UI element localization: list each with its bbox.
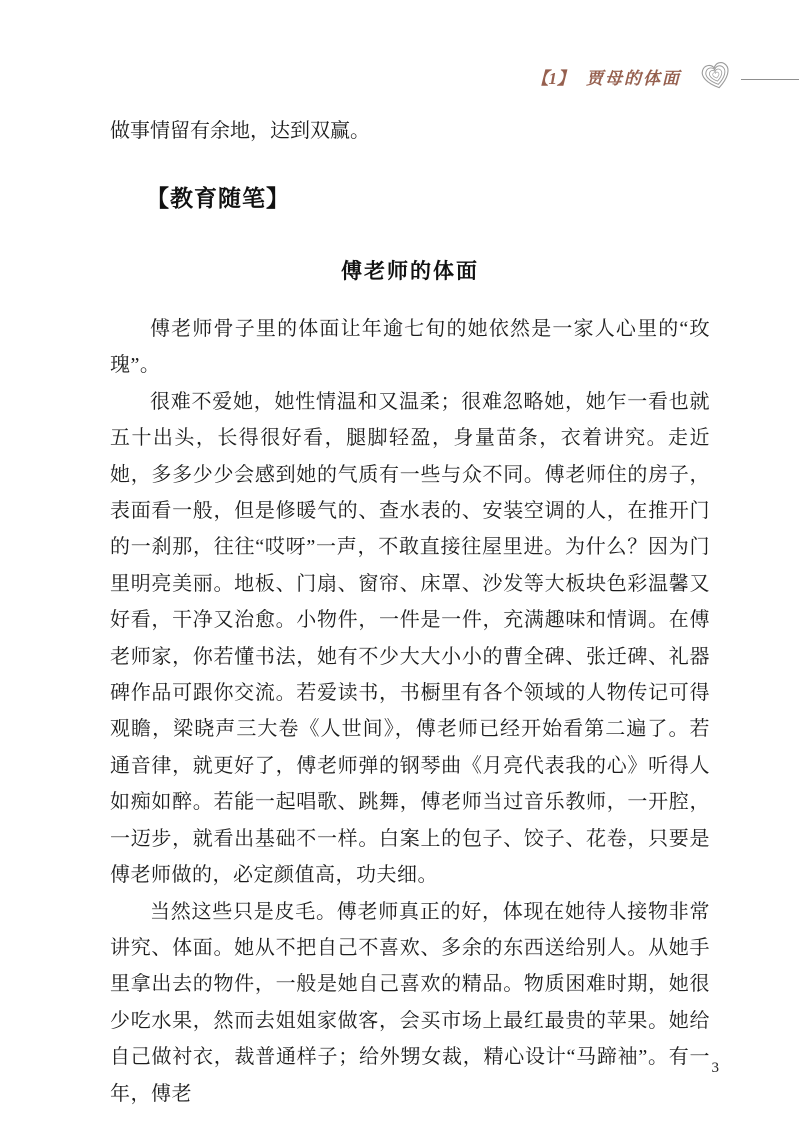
chapter-title: 贾母的体面 — [586, 68, 681, 88]
section-header: 【教育随笔】 — [146, 185, 290, 211]
running-head — [532, 56, 799, 96]
page-number: 3 — [711, 1060, 719, 1076]
essay-paragraphs — [110, 311, 710, 1112]
essay-paragraph: 很难不爱她，她性情温和又温柔；很难忽略她，她乍一看也就五十出头，长得很好看，腿脚轻盈，身量苗条，衣着讲究。走近她，多多少少会感到她的气质有一些与众不同。傅老师住的房子，表面看一般，但是修暖气的、查水表的、安装空调的人，在推开门的一刹那，往往“哎呀”一声，不敢直接往屋里进。为什么？因为门里明亮美丽。地板、门扇、窗帘、床罩、沙发等大板块色彩温馨又好看，干净又治愈。小物件，一件是一件，充满趣味和情调。在傅老师家，你若懂书法，她有不少大大小小的曹全碑、张迁碑、礼器碑作品可跟你交流。若爱读书，书橱里有各个领域的人物传记可得观瞻，梁晓声三大卷《人世间》，傅老师已经开始看第二遍了。若通音律，就更好了，傅老师弹的钢琴曲《月亮代表我的心》听得人如痴如醉。若能一起唱歌、跳舞，傅老师当过音乐教师，一开腔，一迈步，就看出基础不一样。白案上的包子、饺子、花卷，只要是傅老师做的，必定颜值高，功夫细。 — [110, 390, 710, 887]
heart-spiral-icon — [695, 57, 737, 95]
carryover-paragraph: 做事情留有余地，达到双赢。 — [110, 120, 370, 142]
header-rule — [741, 79, 799, 80]
essay-paragraph: 当然这些只是皮毛。傅老师真正的好，体现在她待人接物非常讲究、体面。她从不把自己不喜欢、多余的东西送给别人。从她手里拿出去的物件，一般是她自己喜欢的精品。物质困难时期，她很少吃水果，然而去姐姐家做客，会买市场上最红最贵的苹果。她给自己做衬衣，裁普通样子；给外甥女裁，精心设计“马蹄袖”。有一年，傅老 — [110, 900, 710, 1105]
chapter-number: 【1】 — [531, 68, 574, 88]
essay-title: 傅老师的体面 — [341, 259, 479, 283]
page-content — [110, 116, 710, 1112]
essay-paragraph: 傅老师骨子里的体面让年逾七旬的她依然是一家人心里的“玫瑰”。 — [110, 318, 710, 377]
